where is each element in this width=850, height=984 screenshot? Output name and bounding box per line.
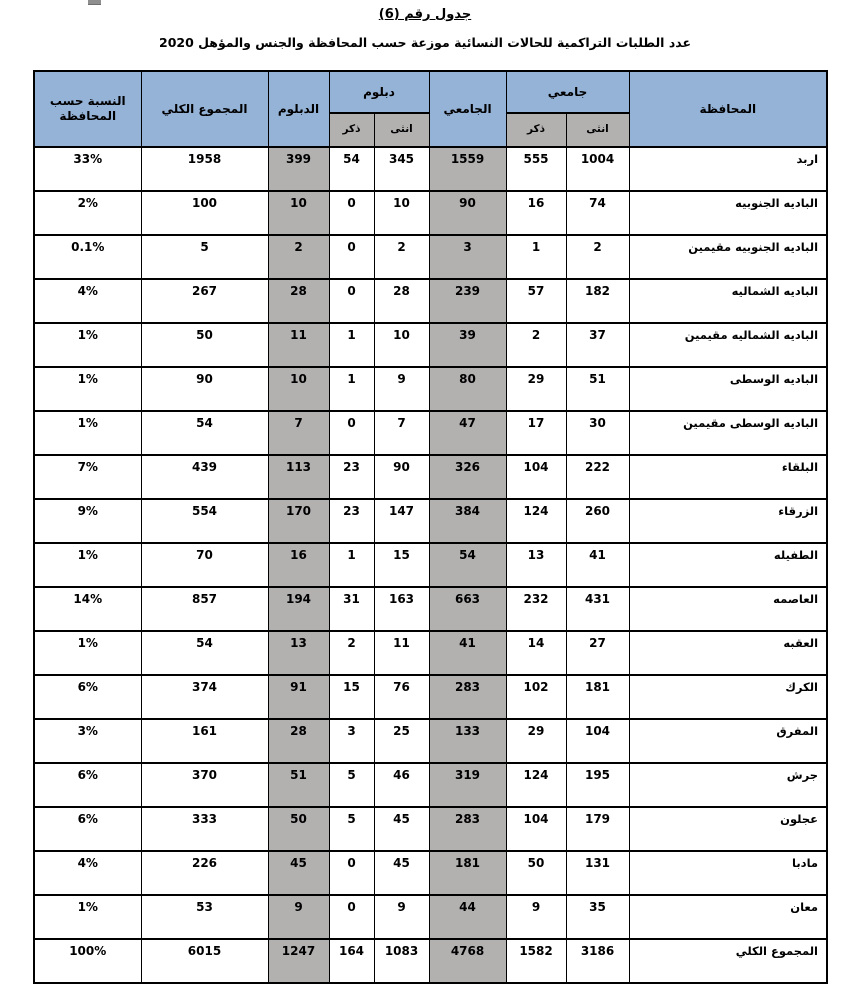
university-female-cell: 30 [566, 411, 629, 455]
university-male-cell: 124 [506, 499, 566, 543]
diploma-female-cell: 9 [374, 367, 429, 411]
university-total-cell: 1559 [429, 147, 506, 191]
governorate-name-cell: الباديه الوسطى مقيمين [629, 411, 827, 455]
grand-total-cell: 5 [141, 235, 268, 279]
university-total-cell: 239 [429, 279, 506, 323]
col-header-university-female: انثى [566, 113, 629, 147]
university-male-cell: 1582 [506, 939, 566, 983]
diploma-total-cell: 28 [268, 279, 329, 323]
diploma-female-cell: 10 [374, 191, 429, 235]
university-male-cell: 17 [506, 411, 566, 455]
governorate-name-cell: الكرك [629, 675, 827, 719]
percent-cell: 14% [34, 587, 141, 631]
grand-total-cell: 90 [141, 367, 268, 411]
grand-total-cell: 554 [141, 499, 268, 543]
diploma-male-cell: 1 [329, 543, 374, 587]
university-female-cell: 431 [566, 587, 629, 631]
diploma-male-cell: 164 [329, 939, 374, 983]
percent-cell: 3% [34, 719, 141, 763]
grand-total-cell: 54 [141, 411, 268, 455]
diploma-female-cell: 45 [374, 851, 429, 895]
percent-cell: 6% [34, 763, 141, 807]
governorate-name-cell: معان [629, 895, 827, 939]
table-row [34, 543, 827, 587]
percent-cell: 4% [34, 279, 141, 323]
diploma-total-cell: 10 [268, 367, 329, 411]
grand-total-cell: 857 [141, 587, 268, 631]
table-row [34, 719, 827, 763]
university-total-cell: 181 [429, 851, 506, 895]
diploma-male-cell: 0 [329, 279, 374, 323]
col-header-university-total: الجامعي [429, 71, 506, 147]
university-female-cell: 41 [566, 543, 629, 587]
grand-total-cell: 70 [141, 543, 268, 587]
diploma-female-cell: 345 [374, 147, 429, 191]
diploma-male-cell: 0 [329, 851, 374, 895]
table-row [34, 587, 827, 631]
table-row [34, 455, 827, 499]
table-row [34, 499, 827, 543]
university-female-cell: 74 [566, 191, 629, 235]
university-total-cell: 47 [429, 411, 506, 455]
university-total-cell: 319 [429, 763, 506, 807]
diploma-male-cell: 5 [329, 807, 374, 851]
percent-cell: 2% [34, 191, 141, 235]
table-subtitle: عدد الطلبات التراكمية للحالات النسائية موزعة حسب المحافظة والجنس والمؤهل 2020 [159, 35, 691, 50]
university-female-cell: 1004 [566, 147, 629, 191]
grand-total-cell: 50 [141, 323, 268, 367]
diploma-total-cell: 50 [268, 807, 329, 851]
table-title: جدول رقم (6) [378, 7, 472, 22]
percent-cell: 0.1% [34, 235, 141, 279]
diploma-female-cell: 163 [374, 587, 429, 631]
governorate-name-cell: الباديه الجنوبيه مقيمين [629, 235, 827, 279]
table-body [34, 147, 827, 983]
diploma-female-cell: 7 [374, 411, 429, 455]
governorate-name-cell: الباديه الجنوبيه [629, 191, 827, 235]
university-total-cell: 80 [429, 367, 506, 411]
grand-total-cell: 54 [141, 631, 268, 675]
diploma-male-cell: 1 [329, 367, 374, 411]
governorate-name-cell: الباديه الشماليه مقيمين [629, 323, 827, 367]
percent-cell: 4% [34, 851, 141, 895]
diploma-total-cell: 13 [268, 631, 329, 675]
university-female-cell: 222 [566, 455, 629, 499]
diploma-female-cell: 2 [374, 235, 429, 279]
percent-cell: 1% [34, 895, 141, 939]
table-row [34, 323, 827, 367]
governorate-name-cell: البلقاء [629, 455, 827, 499]
diploma-female-cell: 90 [374, 455, 429, 499]
col-header-diploma-female: انثى [374, 113, 429, 147]
university-male-cell: 2 [506, 323, 566, 367]
diploma-male-cell: 31 [329, 587, 374, 631]
governorate-name-cell: مادبا [629, 851, 827, 895]
university-total-cell: 133 [429, 719, 506, 763]
university-total-cell: 384 [429, 499, 506, 543]
table-row [34, 895, 827, 939]
diploma-female-cell: 46 [374, 763, 429, 807]
governorate-name-cell: الباديه الوسطى [629, 367, 827, 411]
percent-cell: 1% [34, 543, 141, 587]
diploma-total-cell: 1247 [268, 939, 329, 983]
percent-cell: 1% [34, 323, 141, 367]
university-female-cell: 131 [566, 851, 629, 895]
diploma-total-cell: 170 [268, 499, 329, 543]
grand-total-cell: 226 [141, 851, 268, 895]
percent-cell: 6% [34, 675, 141, 719]
diploma-female-cell: 76 [374, 675, 429, 719]
diploma-female-cell: 10 [374, 323, 429, 367]
grand-total-cell: 100 [141, 191, 268, 235]
grand-total-cell: 374 [141, 675, 268, 719]
governorate-name-cell: الباديه الشماليه [629, 279, 827, 323]
university-total-cell: 3 [429, 235, 506, 279]
university-male-cell: 9 [506, 895, 566, 939]
applications-table [33, 70, 828, 984]
university-total-cell: 41 [429, 631, 506, 675]
governorate-name-cell: المفرق [629, 719, 827, 763]
diploma-male-cell: 0 [329, 235, 374, 279]
diploma-total-cell: 9 [268, 895, 329, 939]
col-header-university-group: جامعي [506, 71, 629, 113]
university-male-cell: 29 [506, 719, 566, 763]
university-male-cell: 232 [506, 587, 566, 631]
university-female-cell: 3186 [566, 939, 629, 983]
university-female-cell: 195 [566, 763, 629, 807]
diploma-total-cell: 45 [268, 851, 329, 895]
table-row [34, 807, 827, 851]
diploma-total-cell: 91 [268, 675, 329, 719]
university-total-cell: 326 [429, 455, 506, 499]
diploma-male-cell: 15 [329, 675, 374, 719]
university-total-cell: 39 [429, 323, 506, 367]
diploma-female-cell: 28 [374, 279, 429, 323]
table-row [34, 235, 827, 279]
diploma-total-cell: 113 [268, 455, 329, 499]
col-header-diploma-total: الدبلوم [268, 71, 329, 147]
table-header [34, 71, 827, 147]
grand-total-cell: 439 [141, 455, 268, 499]
col-header-diploma-group: دبلوم [329, 71, 429, 113]
diploma-total-cell: 399 [268, 147, 329, 191]
col-header-governorate: المحافظة [629, 71, 827, 147]
diploma-total-cell: 194 [268, 587, 329, 631]
governorate-name-cell: عجلون [629, 807, 827, 851]
university-female-cell: 35 [566, 895, 629, 939]
diploma-male-cell: 0 [329, 411, 374, 455]
university-male-cell: 16 [506, 191, 566, 235]
university-female-cell: 2 [566, 235, 629, 279]
percent-cell: 33% [34, 147, 141, 191]
university-female-cell: 37 [566, 323, 629, 367]
grand-total-cell: 6015 [141, 939, 268, 983]
table-row [34, 675, 827, 719]
diploma-total-cell: 51 [268, 763, 329, 807]
top-edge-artifact [88, 0, 101, 5]
university-male-cell: 555 [506, 147, 566, 191]
diploma-male-cell: 1 [329, 323, 374, 367]
grand-total-cell: 333 [141, 807, 268, 851]
university-male-cell: 14 [506, 631, 566, 675]
diploma-total-cell: 11 [268, 323, 329, 367]
university-total-cell: 663 [429, 587, 506, 631]
grand-total-cell: 161 [141, 719, 268, 763]
diploma-female-cell: 11 [374, 631, 429, 675]
governorate-name-cell: العقبه [629, 631, 827, 675]
governorate-name-cell: اربد [629, 147, 827, 191]
university-total-cell: 4768 [429, 939, 506, 983]
university-male-cell: 13 [506, 543, 566, 587]
table-row [34, 279, 827, 323]
diploma-total-cell: 10 [268, 191, 329, 235]
diploma-male-cell: 0 [329, 895, 374, 939]
grand-total-cell: 53 [141, 895, 268, 939]
grand-total-cell: 1958 [141, 147, 268, 191]
table-row [34, 367, 827, 411]
table-row [34, 939, 827, 983]
diploma-female-cell: 9 [374, 895, 429, 939]
governorate-name-cell: العاصمه [629, 587, 827, 631]
university-male-cell: 102 [506, 675, 566, 719]
percent-cell: 1% [34, 631, 141, 675]
table-row [34, 631, 827, 675]
diploma-male-cell: 23 [329, 455, 374, 499]
university-male-cell: 104 [506, 807, 566, 851]
university-male-cell: 57 [506, 279, 566, 323]
table-row [34, 147, 827, 191]
diploma-male-cell: 5 [329, 763, 374, 807]
table-row [34, 763, 827, 807]
university-male-cell: 104 [506, 455, 566, 499]
header-row-groups [34, 71, 827, 113]
university-male-cell: 124 [506, 763, 566, 807]
col-header-percent: النسبة حسب المحافظة [34, 71, 141, 147]
diploma-total-cell: 7 [268, 411, 329, 455]
table-row [34, 191, 827, 235]
university-total-cell: 283 [429, 807, 506, 851]
university-male-cell: 50 [506, 851, 566, 895]
percent-cell: 9% [34, 499, 141, 543]
percent-cell: 1% [34, 367, 141, 411]
governorate-name-cell: الزرقاء [629, 499, 827, 543]
grand-total-cell: 370 [141, 763, 268, 807]
university-total-cell: 44 [429, 895, 506, 939]
governorate-name-cell: الطفيله [629, 543, 827, 587]
table-row [34, 851, 827, 895]
university-female-cell: 51 [566, 367, 629, 411]
diploma-female-cell: 147 [374, 499, 429, 543]
col-header-diploma-male: ذكر [329, 113, 374, 147]
diploma-male-cell: 2 [329, 631, 374, 675]
diploma-male-cell: 0 [329, 191, 374, 235]
university-total-cell: 90 [429, 191, 506, 235]
diploma-male-cell: 54 [329, 147, 374, 191]
diploma-total-cell: 2 [268, 235, 329, 279]
university-total-cell: 283 [429, 675, 506, 719]
diploma-total-cell: 16 [268, 543, 329, 587]
university-female-cell: 27 [566, 631, 629, 675]
col-header-grand-total: المجموع الكلي [141, 71, 268, 147]
university-female-cell: 182 [566, 279, 629, 323]
percent-cell: 100% [34, 939, 141, 983]
university-total-cell: 54 [429, 543, 506, 587]
diploma-male-cell: 3 [329, 719, 374, 763]
percent-cell: 6% [34, 807, 141, 851]
university-female-cell: 104 [566, 719, 629, 763]
percent-cell: 7% [34, 455, 141, 499]
university-female-cell: 181 [566, 675, 629, 719]
diploma-female-cell: 15 [374, 543, 429, 587]
university-female-cell: 260 [566, 499, 629, 543]
university-male-cell: 29 [506, 367, 566, 411]
diploma-female-cell: 25 [374, 719, 429, 763]
diploma-female-cell: 1083 [374, 939, 429, 983]
table-row [34, 411, 827, 455]
governorate-name-cell: المجموع الكلي [629, 939, 827, 983]
grand-total-cell: 267 [141, 279, 268, 323]
university-male-cell: 1 [506, 235, 566, 279]
col-header-university-male: ذكر [506, 113, 566, 147]
diploma-male-cell: 23 [329, 499, 374, 543]
diploma-female-cell: 45 [374, 807, 429, 851]
diploma-total-cell: 28 [268, 719, 329, 763]
governorate-name-cell: جرش [629, 763, 827, 807]
university-female-cell: 179 [566, 807, 629, 851]
percent-cell: 1% [34, 411, 141, 455]
